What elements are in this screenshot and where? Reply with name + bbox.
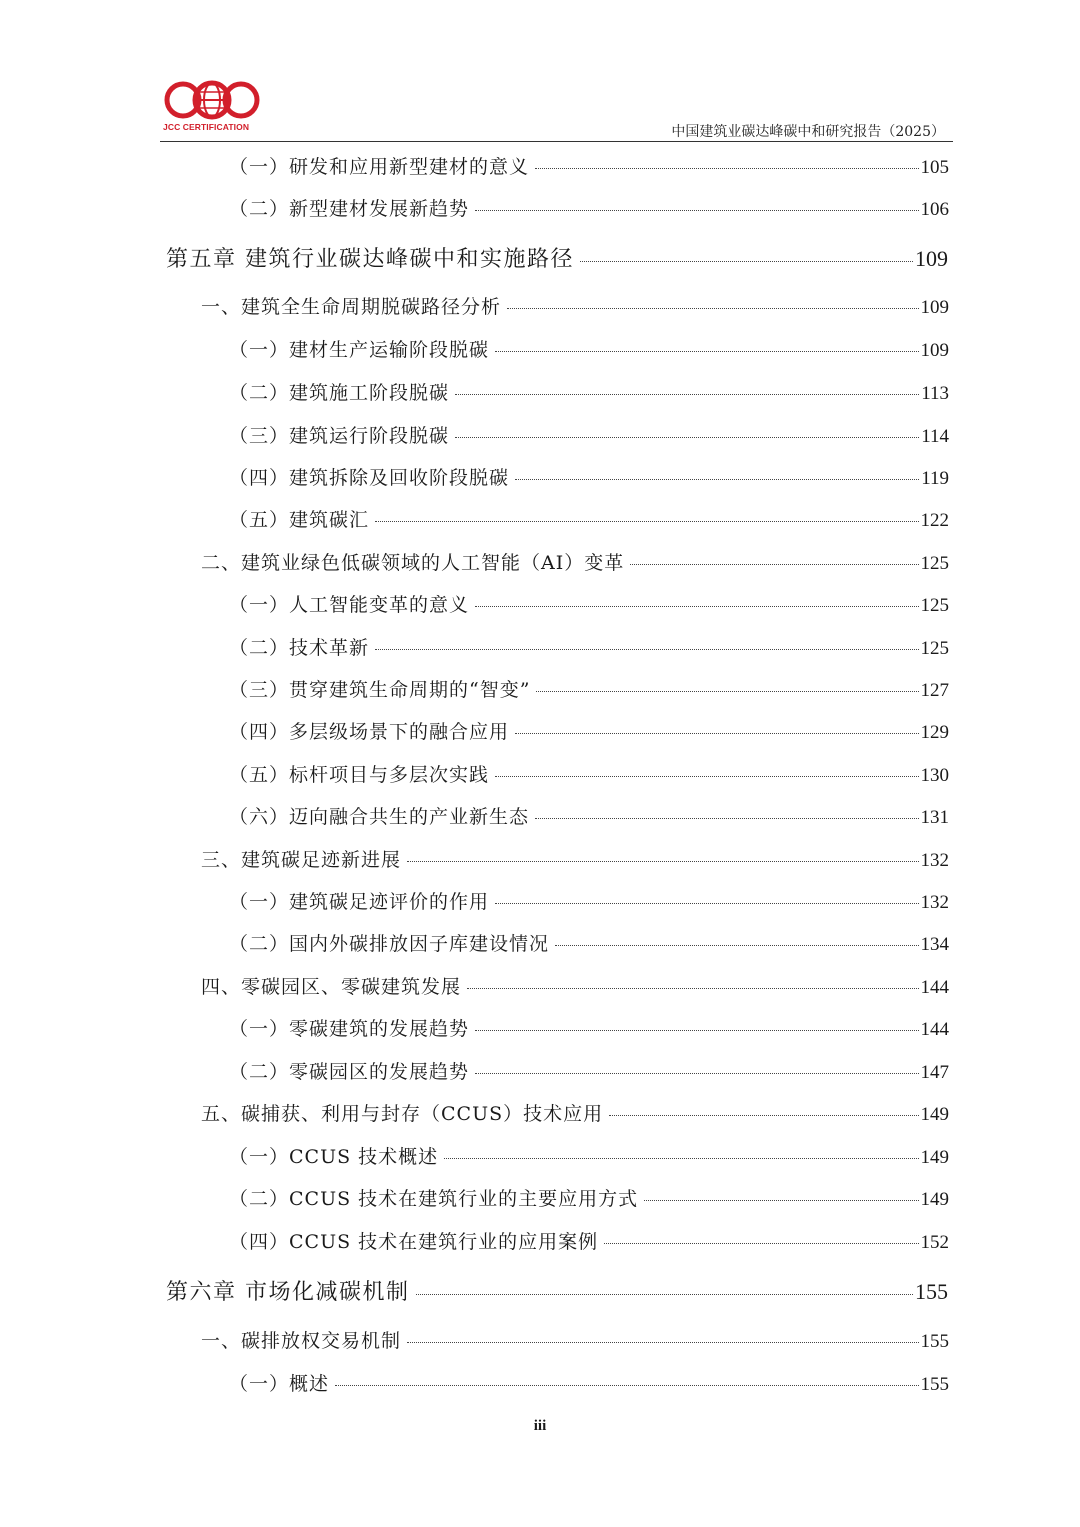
toc-entry-title: （四）建筑拆除及回收阶段脱碳: [229, 467, 510, 489]
toc-entry-page: 134: [920, 934, 949, 955]
report-header-title: 中国建筑业碳达峰碳中和研究报告（2025）: [671, 124, 945, 140]
toc-entry-title: （六）迈向融合共生的产业新生态: [229, 806, 530, 828]
toc-entry-page: 125: [920, 553, 949, 574]
toc-dot-leader: [375, 521, 918, 522]
toc-entry-page: 125: [920, 638, 949, 659]
toc-chapter-entry[interactable]: [166, 1275, 948, 1306]
toc-dot-leader: [515, 479, 919, 480]
toc-dot-leader: [609, 1115, 918, 1116]
toc-dot-leader: [495, 351, 918, 352]
toc-entry-page: 130: [920, 765, 949, 786]
toc-entry-title: 一、碳排放权交易机制: [201, 1330, 402, 1352]
toc-section-entry[interactable]: [201, 1326, 949, 1353]
toc-chapter-entry[interactable]: [166, 242, 948, 273]
toc-subsection-entry[interactable]: [229, 1369, 949, 1396]
toc-entry-page: 109: [920, 297, 949, 318]
toc-entry-title: （一）CCUS 技术概述: [229, 1146, 439, 1168]
toc-entry-page: 122: [920, 510, 949, 531]
toc-dot-leader: [604, 1243, 918, 1244]
toc-entry-page: 152: [920, 1232, 949, 1253]
toc-dot-leader: [455, 437, 919, 438]
page-number: iii: [533, 1418, 547, 1434]
toc-entry-title: （二）CCUS 技术在建筑行业的主要应用方式: [229, 1188, 639, 1210]
toc-entry-page: 105: [920, 157, 949, 178]
toc-entry-page: 149: [920, 1104, 949, 1125]
toc-dot-leader: [495, 903, 918, 904]
toc-entry-title: （二）技术革新: [229, 637, 370, 659]
toc-entry-title: （四）多层级场景下的融合应用: [229, 721, 510, 743]
toc-section-entry[interactable]: [201, 972, 949, 999]
toc-subsection-entry[interactable]: [229, 1014, 949, 1041]
toc-entry-page: 144: [920, 977, 949, 998]
toc-dot-leader: [555, 945, 918, 946]
toc-entry-title: 三、建筑碳足迹新进展: [201, 849, 402, 871]
toc-dot-leader: [535, 168, 918, 169]
toc-dot-leader: [444, 1158, 918, 1159]
toc-entry-page: 119: [921, 468, 949, 489]
jcc-logo-rings-icon: [163, 80, 263, 120]
toc-subsection-entry[interactable]: [229, 887, 949, 914]
toc-entry-title: （一）零碳建筑的发展趋势: [229, 1018, 470, 1040]
toc-subsection-entry[interactable]: [229, 717, 949, 744]
toc-dot-leader: [630, 564, 918, 565]
toc-entry-title: 二、建筑业绿色低碳领域的人工智能（AI）变革: [201, 552, 625, 574]
toc-dot-leader: [335, 1385, 918, 1386]
toc-entry-title: （一）研发和应用新型建材的意义: [229, 156, 530, 178]
logo-text: JCC CERTIFICATION: [163, 122, 250, 132]
toc-subsection-entry[interactable]: [229, 760, 949, 787]
toc-entry-title: （一）人工智能变革的意义: [229, 594, 470, 616]
toc-dot-leader: [475, 1030, 918, 1031]
toc-subsection-entry[interactable]: [229, 929, 949, 956]
toc-entry-page: 131: [920, 807, 949, 828]
toc-dot-leader: [507, 308, 918, 309]
toc-entry-page: 127: [920, 680, 949, 701]
toc-section-entry[interactable]: [201, 1099, 949, 1126]
toc-entry-page: 132: [920, 892, 949, 913]
toc-entry-page: 132: [920, 850, 949, 871]
toc-subsection-entry[interactable]: [229, 378, 949, 405]
toc-dot-leader: [467, 988, 918, 989]
toc-dot-leader: [475, 210, 918, 211]
toc-dot-leader: [455, 394, 919, 395]
toc-entry-page: 155: [920, 1374, 949, 1395]
toc-entry-title: （三）建筑运行阶段脱碳: [229, 425, 450, 447]
toc-entry-title: （五）建筑碳汇: [229, 509, 370, 531]
toc-entry-title: （五）标杆项目与多层次实践: [229, 764, 490, 786]
toc-dot-leader: [644, 1200, 918, 1201]
toc-dot-leader: [416, 1294, 914, 1295]
toc-entry-title: （一）建筑碳足迹评价的作用: [229, 891, 490, 913]
toc-subsection-entry[interactable]: [229, 463, 949, 490]
toc-subsection-entry[interactable]: [229, 1142, 949, 1169]
toc-dot-leader: [375, 649, 918, 650]
toc-dot-leader: [475, 606, 918, 607]
toc-dot-leader: [515, 733, 918, 734]
toc-entry-title: （一）建材生产运输阶段脱碳: [229, 339, 490, 361]
jcc-logo: [163, 80, 263, 136]
toc-entry-title: 第五章 建筑行业碳达峰碳中和实施路径: [166, 247, 574, 272]
toc-entry-page: 106: [920, 199, 949, 220]
header-divider: [160, 141, 953, 142]
toc-entry-page: 149: [920, 1147, 949, 1168]
toc-entry-title: （二）零碳园区的发展趋势: [229, 1061, 470, 1083]
toc-subsection-entry[interactable]: [229, 1057, 949, 1084]
toc-subsection-entry[interactable]: [229, 802, 949, 829]
toc-subsection-entry[interactable]: [229, 194, 949, 221]
toc-entry-title: 五、碳捕获、利用与封存（CCUS）技术应用: [201, 1103, 604, 1125]
toc-entry-page: 109: [920, 340, 949, 361]
toc-entry-title: （二）新型建材发展新趋势: [229, 198, 470, 220]
toc-subsection-entry[interactable]: [229, 675, 949, 702]
toc-dot-leader: [407, 861, 918, 862]
toc-dot-leader: [407, 1342, 918, 1343]
toc-entry-page: 125: [920, 595, 949, 616]
toc-entry-page: 113: [921, 383, 949, 404]
toc-entry-title: （二）建筑施工阶段脱碳: [229, 382, 450, 404]
toc-entry-page: 147: [920, 1062, 949, 1083]
toc-entry-title: 第六章 市场化减碳机制: [166, 1280, 410, 1305]
toc-subsection-entry[interactable]: [229, 633, 949, 660]
toc-entry-page: 129: [920, 722, 949, 743]
toc-subsection-entry[interactable]: [229, 505, 949, 532]
toc-subsection-entry[interactable]: [229, 590, 949, 617]
toc-dot-leader: [580, 261, 913, 262]
toc-dot-leader: [495, 776, 918, 777]
toc-entry-page: 144: [920, 1019, 949, 1040]
toc-entry-title: 四、零碳园区、零碳建筑发展: [201, 976, 462, 998]
toc-entry-title: （三）贯穿建筑生命周期的“智变”: [229, 679, 531, 701]
toc-dot-leader: [535, 818, 918, 819]
toc-entry-page: 114: [921, 426, 949, 447]
toc-section-entry[interactable]: [201, 292, 949, 319]
toc-entry-title: （二）国内外碳排放因子库建设情况: [229, 933, 550, 955]
toc-section-entry[interactable]: [201, 548, 949, 575]
toc-entry-title: （四）CCUS 技术在建筑行业的应用案例: [229, 1231, 599, 1253]
toc-entry-title: 一、建筑全生命周期脱碳路径分析: [201, 296, 502, 318]
toc-entry-page: 149: [920, 1189, 949, 1210]
toc-subsection-entry[interactable]: [229, 152, 949, 179]
toc-entry-page: 155: [915, 1279, 948, 1304]
toc-section-entry[interactable]: [201, 845, 949, 872]
toc-subsection-entry[interactable]: [229, 421, 949, 448]
toc-entry-title: （一）概述: [229, 1373, 330, 1395]
toc-subsection-entry[interactable]: [229, 335, 949, 362]
toc-entry-page: 155: [920, 1331, 949, 1352]
toc-dot-leader: [536, 691, 918, 692]
toc-subsection-entry[interactable]: [229, 1184, 949, 1211]
toc-subsection-entry[interactable]: [229, 1227, 949, 1254]
toc-entry-page: 109: [915, 246, 948, 271]
toc-dot-leader: [475, 1073, 918, 1074]
